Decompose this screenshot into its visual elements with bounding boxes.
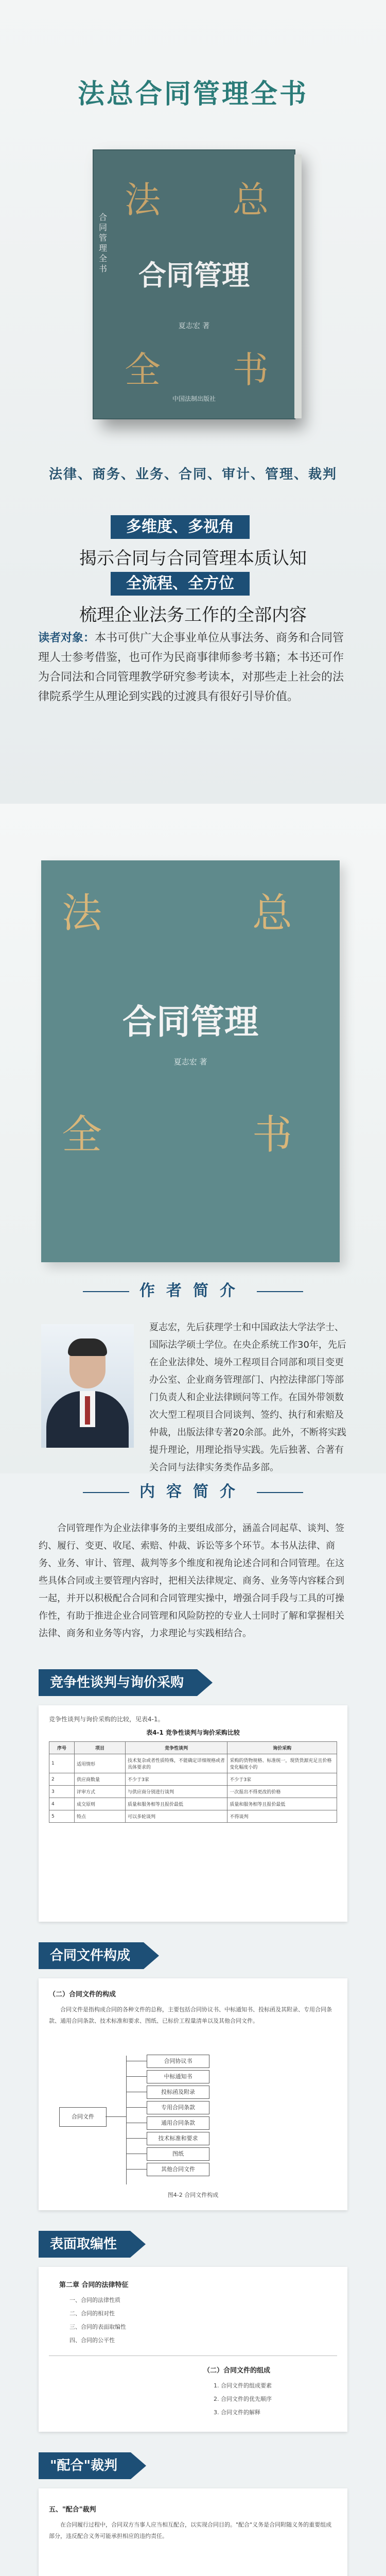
table-cell: 供应商数量 xyxy=(75,1773,126,1786)
cover-char-zong: 总 xyxy=(233,179,269,221)
keyword-tags: 法律、商务、业务、合同、审计、管理、裁判 xyxy=(48,467,337,482)
table-cell: 不得谈判 xyxy=(227,1810,337,1823)
flow-box-7: 图纸 xyxy=(147,2147,209,2161)
cover-char-quan: 全 xyxy=(125,349,161,391)
flow-box-8: 其他合同文件 xyxy=(147,2163,209,2176)
section-pill-judgement: "配合"裁判 xyxy=(39,2452,131,2479)
book-vertical-title: 合同管理全书 xyxy=(99,212,108,274)
table-cell: 特点 xyxy=(75,1810,126,1823)
feature-1-badge: 多维度、多视角 xyxy=(111,515,250,539)
cover-char-2: 总 xyxy=(252,890,293,937)
table-caption: 竞争性谈判与询价采购的比较，见表4-1。 xyxy=(49,1716,164,1723)
table-cell: 可以多轮谈判 xyxy=(126,1810,227,1823)
documents-subheading: （二）合同文件的构成 xyxy=(49,1991,116,1998)
table-cell: 质量和服务相等且报价最低 xyxy=(227,1798,337,1810)
feature-2-line: 梳理企业法务工作的全部内容 xyxy=(79,605,307,625)
documents-paragraph: 合同文件是指构成合同的各种文件的总称，主要包括合同协议书、中标通知书、投标函及其附录、专用合同条款、通用合同条款、技术标准和要求、图纸、已标价工程量清单以及其他合同文件。 xyxy=(49,2006,332,2024)
cover-char-1: 法 xyxy=(62,890,102,937)
toc-divider xyxy=(49,2355,337,2356)
table-row xyxy=(49,1786,337,1798)
table-cell: 一次报出不得更改的价格 xyxy=(227,1786,337,1798)
table-row xyxy=(49,1810,337,1823)
flow-connector xyxy=(126,2076,147,2077)
table-row xyxy=(49,1773,337,1786)
reader-target xyxy=(38,629,347,707)
table-row xyxy=(49,1798,337,1810)
page-title: 法总合同管理全书 xyxy=(77,79,308,110)
cover-title-large: 合同管理 xyxy=(122,1002,258,1042)
cover-title: 合同管理 xyxy=(138,259,250,292)
flow-connector xyxy=(126,2107,147,2108)
col-header: 竞争性谈判 xyxy=(126,1742,227,1754)
table-cell: 不少于3家 xyxy=(126,1773,227,1786)
toc-right-item: 1. 合同文件的组成要素 xyxy=(214,2382,272,2389)
flow-box-1: 合同协议书 xyxy=(147,2055,209,2068)
table-cell: 技术复杂或者性质特殊，不能确定详细规格或者具体要求的 xyxy=(126,1754,227,1773)
comparison-table xyxy=(49,1741,337,1823)
content-intro: 合同管理作为企业法律事务的主要组成部分，涵盖合同起草、谈判、签约、履行、变更、收尾、索赔、仲裁、诉讼等多个环节。本书从法律、商务、业务、审计、管理、裁判等多个维度和视角论述合同和合同管理。在这些具体合同或主要管理内容时，把相关法律规定、商务、业务等内容糅合到一起，并开以积极配合合同和合同管理实操中，增强合同手段与工具的可操作性，有助于推进企业合同管理和风险防控的专业人士同时了解和掌握相关法律、商务和业务等内容，力求理论与实践相结合。 xyxy=(39,1523,344,1639)
table-row xyxy=(49,1754,337,1773)
col-header: 序号 xyxy=(49,1742,75,1754)
section-pill-documents: 合同文件构成 xyxy=(39,1942,144,1969)
table-cell: 质量和服务相等且报价最低 xyxy=(126,1798,227,1810)
reader-label: 读者对象： xyxy=(38,632,95,645)
table-cell: 1 xyxy=(49,1754,75,1773)
content-heading: 内容简介 xyxy=(0,1479,386,1501)
table-cell: 3 xyxy=(49,1786,75,1798)
cover-char-4: 书 xyxy=(252,1112,293,1158)
flow-box-4: 专用合同条款 xyxy=(147,2101,209,2114)
flow-box-6: 技术标准和要求 xyxy=(147,2132,209,2145)
photo-tie xyxy=(85,1396,90,1425)
table-cell: 4 xyxy=(49,1798,75,1810)
judgement-paragraph-1: 在合同履行过程中，合同双方当事人应当相互配合，以实现合同目的。"配合"义务是合同附随义务的重要组成部分，违反配合义务可能承担相应的违约责任。 xyxy=(49,2521,332,2539)
judgement-heading-1: 五、"配合"裁判 xyxy=(49,2506,96,2514)
flow-box-2: 中标通知书 xyxy=(147,2070,209,2083)
toc-right-heading: （二）合同文件的组成 xyxy=(203,2367,271,2375)
content-section xyxy=(0,1473,386,2576)
photo-hair xyxy=(68,1338,107,1356)
flow-box-3: 投标函及附录 xyxy=(147,2086,209,2099)
book-cover-large xyxy=(41,860,340,1262)
documents-panel xyxy=(39,1978,347,2210)
feature-1-line: 揭示合同与合同管理本质认知 xyxy=(79,548,307,569)
comparison-panel xyxy=(39,1705,347,1922)
cover-char-3: 全 xyxy=(62,1112,102,1158)
reader-text: 本书可供广大企事业单位从事法务、商务和合同管理人士参考借鉴，也可作为民商事律师参考书籍；本书还可作为合同法和合同管理教学研究参考读本，对那些走上社会的法律院系学生从理论到实践的过渡具有很好引导价值。 xyxy=(38,632,344,703)
table-cell: 5 xyxy=(49,1810,75,1823)
col-header: 询价采购 xyxy=(227,1742,337,1754)
cover-author: 夏志宏 著 xyxy=(178,322,210,330)
book-pages-edge xyxy=(294,155,302,418)
cover-char-fa: 法 xyxy=(125,179,161,221)
toc-item: 四、合同的公平性 xyxy=(69,2337,115,2344)
judgement-panel xyxy=(39,2488,347,2576)
toc-right-item: 3. 合同文件的解释 xyxy=(214,2409,260,2416)
toc-item: 三、合同的表面取编性 xyxy=(69,2324,126,2330)
flow-connector xyxy=(106,2116,126,2117)
table-cell: 适用情形 xyxy=(75,1754,126,1773)
table-cell: 不少于3家 xyxy=(227,1773,337,1786)
section-pill-negotiation: 竞争性谈判与询价采购 xyxy=(39,1669,197,1696)
hero-section xyxy=(0,0,386,804)
table-cell: 2 xyxy=(49,1773,75,1786)
table-cell: 成交原则 xyxy=(75,1798,126,1810)
cover-publisher: 中国法制出版社 xyxy=(172,395,216,402)
section-pill-toc: 表面取编性 xyxy=(39,2231,130,2258)
table-title: 表4-1 竞争性谈判与询价采购比较 xyxy=(146,1729,240,1736)
cover-char-shu: 书 xyxy=(233,349,269,391)
flow-root: 合同文件 xyxy=(59,2107,107,2127)
toc-chapter: 第二章 合同的法律特征 xyxy=(59,2281,129,2289)
feature-2-badge: 全流程、全方位 xyxy=(111,572,250,596)
author-photo xyxy=(41,1324,134,1448)
toc-item: 二、合同的相对性 xyxy=(69,2310,115,2317)
cover-author-large: 夏志宏 著 xyxy=(173,1057,207,1066)
table-cell: 采购的货物规格、标准统一，现货货源充足且价格变化幅度小的 xyxy=(227,1754,337,1773)
book-cover xyxy=(93,149,295,419)
flow-connector xyxy=(126,2169,147,2170)
toc-right-item: 2. 合同文件的优先顺序 xyxy=(214,2396,272,2402)
figure-caption: 图4-2 合同文件构成 xyxy=(167,2192,219,2198)
author-heading: 作者简介 xyxy=(0,1278,386,1300)
flow-connector xyxy=(126,2138,147,2139)
col-header: 项目 xyxy=(75,1742,126,1754)
flow-box-5: 通用合同条款 xyxy=(147,2116,209,2130)
table-cell: 与供应商分别进行谈判 xyxy=(126,1786,227,1798)
author-bio: 夏志宏，先后获理学士和中国政法大学法学士、国际法学硕士学位。在央企系统工作30年，先后在企业法律处、境外工程项目合同部和项目变更办公室、企业商务管理部门、内控法律部门等部门负责人和企业法律顾问等工作。在国外带领数次大型工程项目合同谈判、签约、执行和索赔及仲裁，出版法律专著20余部。此外，不断将实践提升理论，用理论指导实践。先后独著、合著有关合同与法律实务类作品多部。 xyxy=(149,1322,346,1473)
toc-item: 一、合同的法律性质 xyxy=(69,2297,120,2303)
flow-connector xyxy=(126,2056,127,2184)
author-section xyxy=(0,804,386,1473)
table-cell: 评审方式 xyxy=(75,1786,126,1798)
toc-panel xyxy=(39,2267,347,2432)
